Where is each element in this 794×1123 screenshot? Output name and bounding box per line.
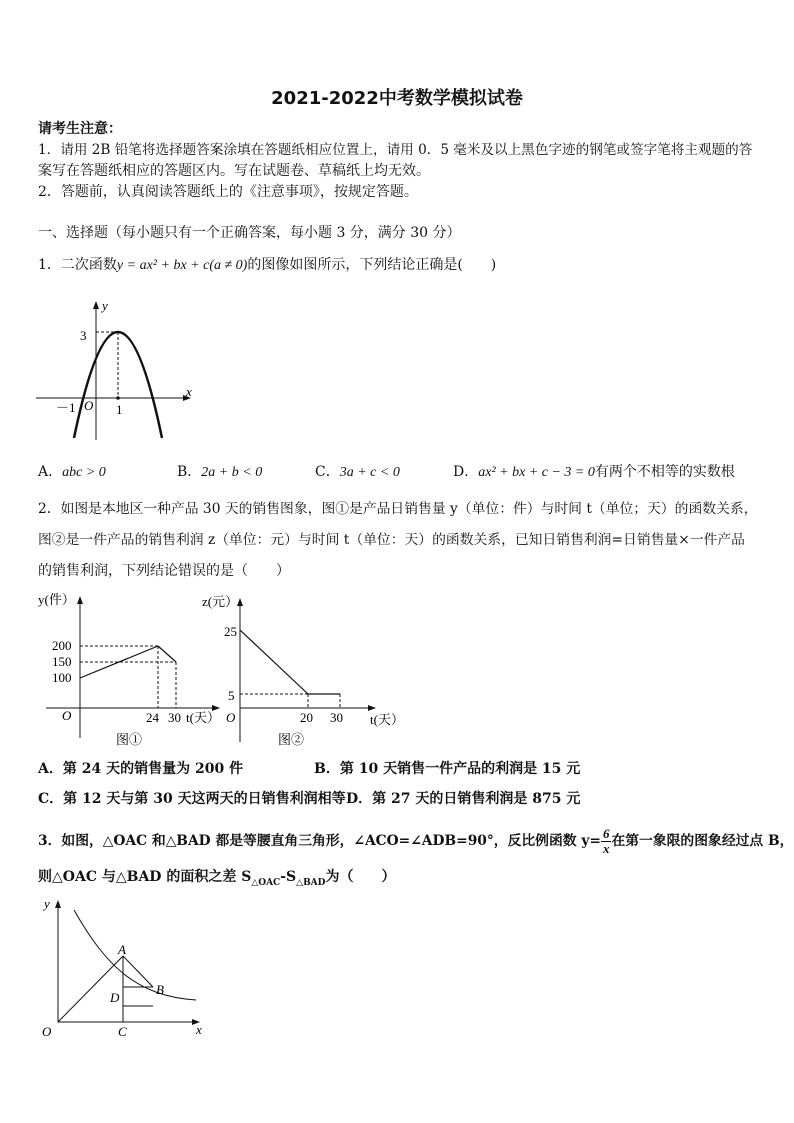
notice-line-2: 2．答题前，认真阅读答题纸上的《注意事项》，按规定答题。 xyxy=(38,184,418,200)
question-1-stem: 1．二次函数y = ax² + bx + c(a ≠ 0)的图像如图所示，下列结论正确是( ) xyxy=(38,257,497,273)
notice-line-1: 1．请用 2B 铅笔将选择题答案涂填在答题纸相应位置上，请用 0．5 毫米及以上黑色字迹的钢笔或签字笔将主观题的答 xyxy=(38,142,753,158)
q1-y-three-label: 3 xyxy=(80,328,87,343)
question-1-option-d: D．ax² + bx + c − 3 = 0有两个不相等的实数根 xyxy=(453,464,735,480)
question-2-figure-1 xyxy=(36,590,226,750)
q1-minus-one-label: －1 xyxy=(56,400,76,415)
fig1-tick-200: 200 xyxy=(52,638,72,653)
section-heading: 一、选择题（每小题只有一个正确答案，每小题 3 分，满分 30 分） xyxy=(38,225,461,241)
question-2-line-2: 图②是一件产品的销售利润 z（单位：元）与时间 t（单位：天）的函数关系，已知日销售利润=日销售量×一件产品 xyxy=(38,532,745,548)
fig2-tick-20: 20 xyxy=(300,710,313,725)
q1-origin-label: O xyxy=(84,398,94,413)
fig2-t-axis-label: t(天） xyxy=(370,712,404,727)
question-2-line-1: 2．如图是本地区一种产品 30 天的销售图象，图①是产品日销售量 y（单位：件）与时间 t（单位；天）的函数关系， xyxy=(38,501,758,517)
question-1-option-b: B．2a + b < 0 xyxy=(177,464,263,480)
question-2-option-a: A．第 24 天的销售量为 200 件 xyxy=(38,761,244,777)
fig2-caption: 图② xyxy=(278,732,305,747)
question-2-option-c: C．第 12 天与第 30 天这两天的日销售利润相等 xyxy=(38,791,346,807)
question-1-option-a: A．abc > 0 xyxy=(38,464,106,480)
fig2-tick-5: 5 xyxy=(228,688,235,703)
q1-one-label: 1 xyxy=(116,402,123,417)
question-1-option-c: C．3a + c < 0 xyxy=(315,464,400,480)
fig1-caption: 图① xyxy=(116,732,143,747)
fig2-origin-label: O xyxy=(226,710,236,725)
fig1-y-axis-label: y(件） xyxy=(38,592,75,607)
question-1-parabola-figure xyxy=(36,298,196,443)
q3-point-b: B xyxy=(156,982,164,997)
question-3-line-1: 3．如图，△OAC 和△BAD 都是等腰直角三角形，∠ACO=∠ADB=90°，反比例函数 y= $\frac{6}{x}$ 在第一象限的图象经过点 B， xyxy=(38,826,794,856)
q1-y-label: y xyxy=(102,298,108,313)
inverse-function-fraction: $\frac{6}{x}$ xyxy=(602,826,610,856)
q3-y-label: y xyxy=(44,896,50,911)
q3-x-label: x xyxy=(196,1022,202,1037)
q3-point-a: A xyxy=(118,942,126,957)
question-3-line-2: 则△OAC 与△BAD 的面积之差 $S_{\triangle OAC}-S_{\triangle BAD}$为（ ） xyxy=(38,869,396,888)
question-3-figure xyxy=(36,896,211,1046)
fig1-tick-100: 100 xyxy=(52,670,72,685)
page-title: 2021-2022中考数学模拟试卷 xyxy=(271,88,523,109)
question-2-figure-2 xyxy=(202,590,410,750)
fig2-tick-25: 25 xyxy=(224,624,237,639)
q3-point-c: C xyxy=(118,1024,127,1039)
q3-origin: O xyxy=(42,1024,52,1039)
fig2-z-axis-label: z(元） xyxy=(202,594,239,609)
fig1-tick-24: 24 xyxy=(146,710,159,725)
fig1-origin-label: O xyxy=(62,708,72,723)
fig2-tick-30: 30 xyxy=(330,710,343,725)
q1-x-label: x xyxy=(186,384,192,399)
notice-heading: 请考生注意： xyxy=(38,121,122,137)
fig1-tick-150: 150 xyxy=(52,654,72,669)
question-1-formula: y = ax² + bx + c(a ≠ 0) xyxy=(116,258,248,273)
question-2-option-b: B．第 10 天销售一件产品的利润是 15 元 xyxy=(314,761,581,777)
q3-point-d: D xyxy=(110,990,120,1005)
notice-line-1b: 案写在答题纸相应的答题区内。写在试题卷、草稿纸上均无效。 xyxy=(38,163,430,179)
fig1-t-axis-label: t(天） xyxy=(186,710,220,725)
question-2-line-3: 的销售利润，下列结论错误的是（ ） xyxy=(38,563,290,579)
question-2-option-d: D．第 27 天的日销售利润是 875 元 xyxy=(346,791,581,807)
fig1-tick-30: 30 xyxy=(168,710,181,725)
